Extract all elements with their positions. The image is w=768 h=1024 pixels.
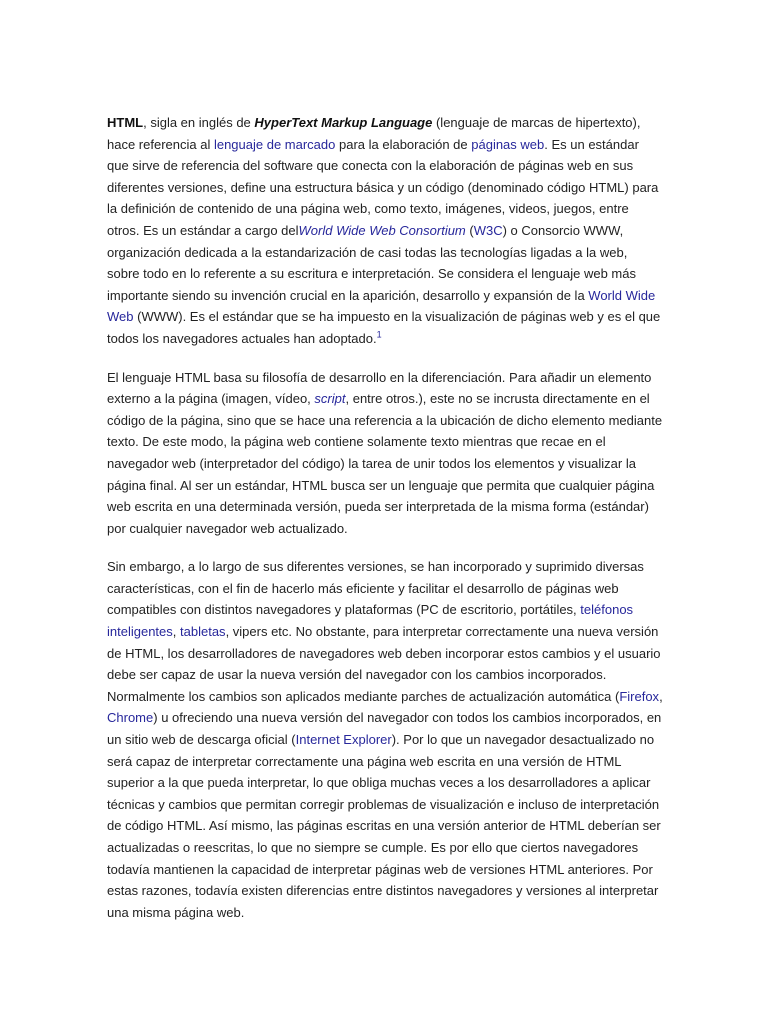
text-segment: . Es un estándar que sirve de referencia del software que conecta con la elaboración de páginas web en sus diferentes versiones, define una estructura básica y un código (denominado código HTML) para la definición de contenido de una página web, como texto, imágenes, videos, juegos, entre otros. Es un estándar a cargo del [107, 136, 659, 238]
paragraph-html-philosophy [107, 367, 663, 540]
text-segment: para la elaboración de [335, 136, 472, 152]
link-lenguaje-de-marcado[interactable]: lenguaje de marcado [213, 136, 336, 152]
hypertext-markup-language-term: HyperText Markup Language [254, 115, 433, 130]
footnote-reference-link[interactable]: 1 [376, 329, 382, 340]
link-paginas-web[interactable]: páginas web [471, 136, 545, 152]
document-page [107, 112, 663, 923]
link-script[interactable]: script [314, 391, 346, 407]
text-segment: , sigla en inglés de [143, 115, 255, 130]
text-segment: ) u ofreciendo una nueva versión del navegador con todos los cambios incorporados, en un sitio web de descarga oficial ( [107, 710, 662, 748]
text-segment: (WWW). Es el estándar que se ha impuesto en la visualización de páginas web y es el que todos los navegadores actuales han adoptado. [107, 309, 661, 346]
link-chrome[interactable]: Chrome [107, 710, 154, 726]
text-segment: (lenguaje de marcas de hipertexto), hace referencia al [107, 115, 641, 152]
link-world-wide-web-consortium[interactable]: World Wide Web Consortium [298, 222, 466, 238]
link-telefonos-inteligentes[interactable]: teléfonos inteligentes [107, 602, 634, 640]
link-tabletas[interactable]: tabletas [180, 624, 226, 640]
paragraph-html-versions [107, 556, 663, 923]
text-segment: El lenguaje HTML basa su filosofía de desarrollo en la diferenciación. Para añadir un elemento externo a la página (imagen, vídeo, [107, 369, 652, 407]
text-segment: , [659, 688, 663, 704]
text-segment: ). Por lo que un navegador desactualizado no será capaz de interpretar correctamente una página web escrita en una versión de HTML superior a la que pueda interpretar, lo que obliga muchas veces a los desarrolladores a aplicar técnicas y cambios que permitan corregir problemas de visualización e incluso de interpretación de código HTML. Así mismo, las páginas escritas en una versión anterior de HTML deberían ser actualizadas o reescritas, lo que no siempre se cumple. Es por ello que ciertos navegadores todavía mantienen la capacidad de interpretar páginas web de versiones HTML anteriores. Por estas razones, todavía existen diferencias entre distintos navegadores y versiones al interpretar una misma página web. [107, 732, 661, 920]
text-segment: ) o Consorcio WWW, organización dedicada a la estandarización de casi todas las tecnologías ligadas a la web, sobre todo en lo referente a su escritura e interpretación. Se considera el lenguaje web más importante siendo su invención crucial en la aparición, desarrollo y expansión de la [107, 222, 636, 303]
link-w3c[interactable]: W3C [473, 222, 503, 238]
link-world-wide-web[interactable]: World Wide Web [107, 287, 656, 325]
text-segment: Sin embargo, a lo largo de sus diferentes versiones, se han incorporado y suprimido diversas características, con el fin de hacerlo más eficiente y facilitar el desarrollo de páginas web compatibles con distintos navegadores y plataformas (PC de escritorio, portátiles, [107, 559, 644, 618]
text-segment: , vipers etc. No obstante, para interpretar correctamente una nueva versión de HTML, los desarrolladores de navegadores web deben incorporar estos cambios y el usuario debe ser capaz de usar la nueva versión del navegador con los cambios incorporados. Normalmente los cambios son aplicados mediante parches de actualización automática ( [107, 624, 661, 704]
text-segment: ( [465, 222, 474, 238]
link-firefox[interactable]: Firefox [619, 688, 660, 704]
text-segment: , entre otros.), este no se incrusta directamente en el código de la página, sino que se hace una referencia a la ubicación de dicho elemento mediante texto. De este modo, la página web contiene solamente texto mientras que recae en el navegador web (interpretador del código) la tarea de unir todos los elementos y visualizar la página final. Al ser un estándar, HTML busca ser un lenguaje que permita que cualquier página web escrita en una determinada versión, pueda ser interpretada de la misma forma (estándar) por cualquier navegador web actualizado. [107, 391, 663, 536]
text-segment: , [172, 624, 181, 640]
link-internet-explorer[interactable]: Internet Explorer [295, 732, 392, 748]
paragraph-html-definition [107, 112, 663, 350]
html-term: HTML [107, 115, 144, 130]
